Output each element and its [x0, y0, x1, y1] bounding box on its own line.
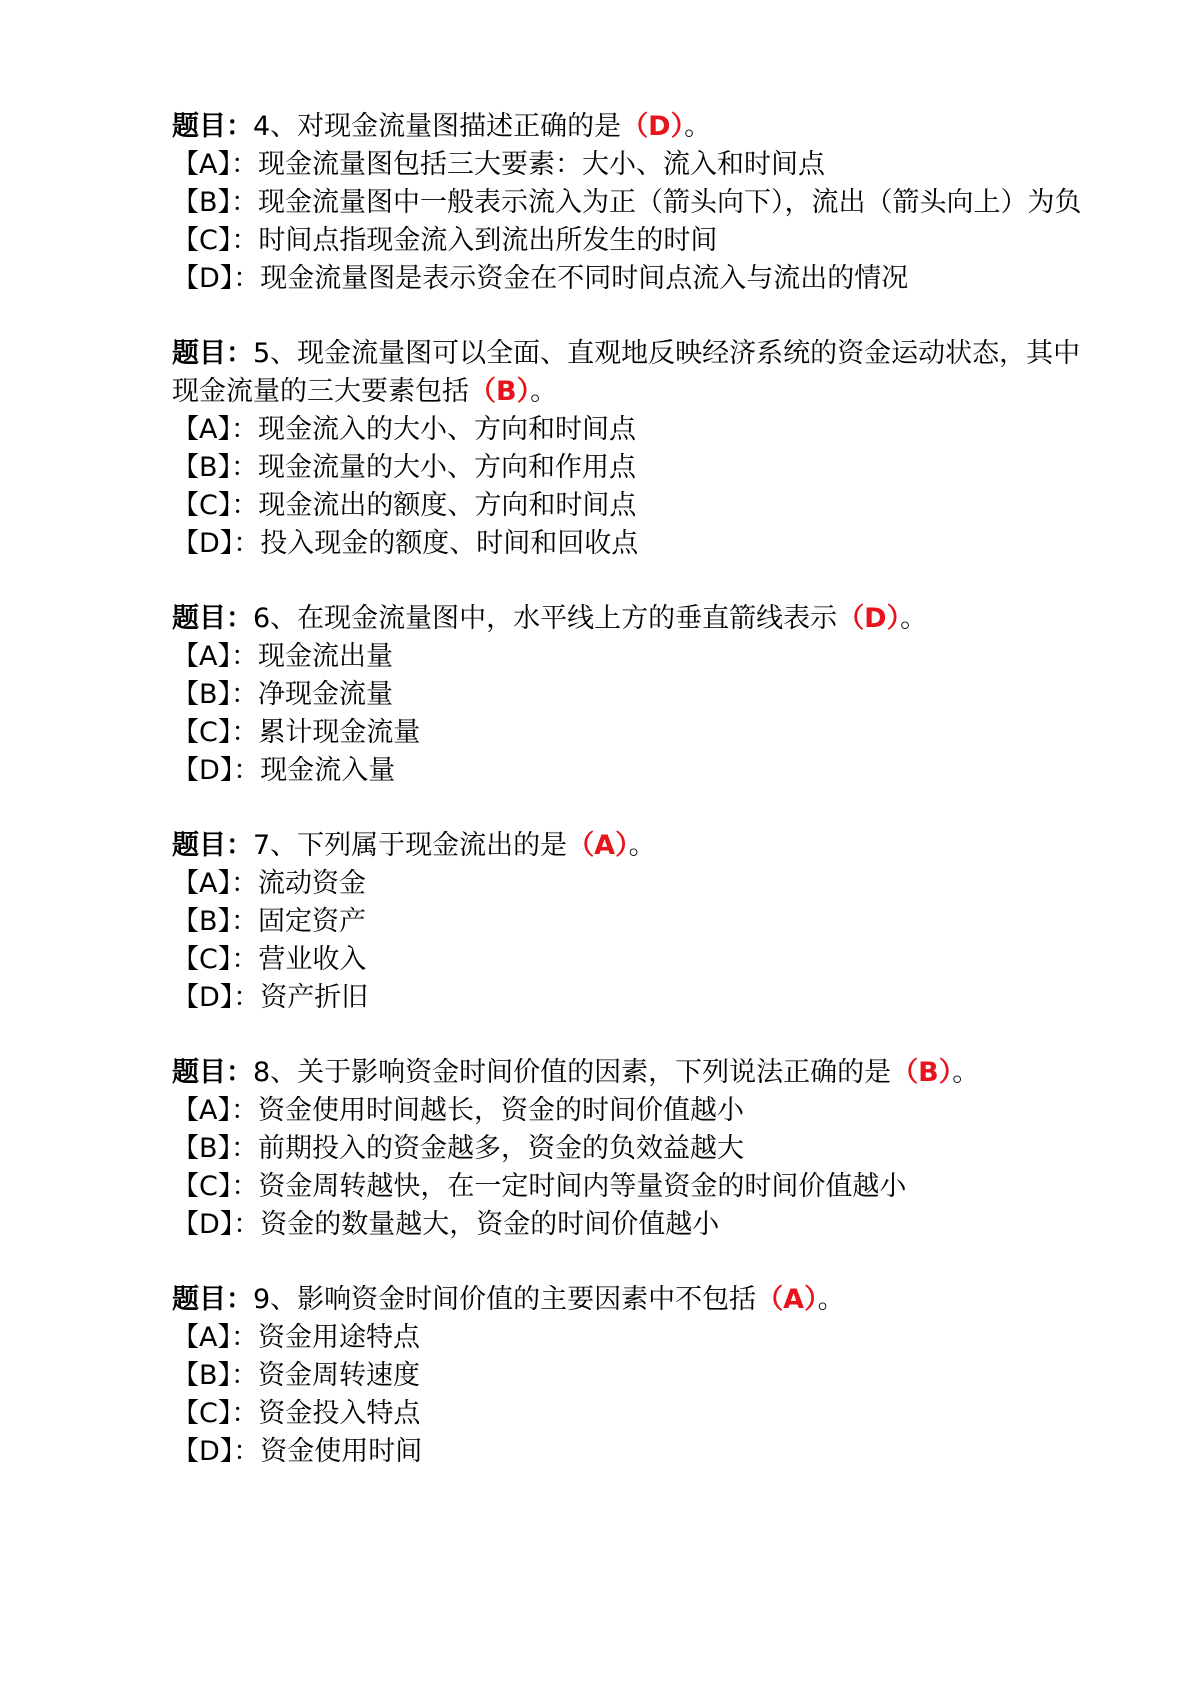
option-a: 【A】：现金流出量	[172, 641, 393, 672]
option-b: 【B】：前期投入的资金越多，资金的负效益越大	[172, 1133, 745, 1164]
option-b: 【B】：资金周转速度	[172, 1360, 421, 1391]
question-end: 。	[530, 376, 558, 407]
question-5	[172, 335, 1092, 563]
option-a: 【A】：现金流量图包括三大要素：大小、流入和时间点	[172, 149, 825, 180]
question-6	[172, 600, 1092, 790]
question-4	[172, 108, 1092, 298]
question-text: 8、关于影响资金时间价值的因素，下列说法正确的是	[253, 1057, 892, 1088]
option-a: 【A】：流动资金	[172, 868, 366, 899]
question-text: 7、下列属于现金流出的是	[253, 830, 568, 861]
answer-key: （B）	[891, 1057, 953, 1088]
question-text: 9、影响资金时间价值的主要因素中不包括	[253, 1284, 757, 1315]
question-text: 4、对现金流量图描述正确的是	[253, 111, 622, 142]
option-a: 【A】：资金用途特点	[172, 1322, 420, 1353]
answer-key: （A）	[756, 1284, 818, 1315]
question-end: 。	[684, 111, 712, 142]
question-stem	[172, 827, 1092, 865]
question-9	[172, 1281, 1092, 1471]
option-d: 【D】：资金的数量越大，资金的时间价值越小	[172, 1209, 720, 1240]
document-page	[172, 108, 1092, 1508]
option-a: 【A】：资金使用时间越长，资金的时间价值越小	[172, 1095, 744, 1126]
question-label: 题目：	[172, 1284, 253, 1315]
option-c: 【C】：营业收入	[172, 944, 367, 975]
question-end: 。	[952, 1057, 980, 1088]
answer-key: （D）	[621, 111, 685, 142]
question-end: 。	[628, 830, 656, 861]
option-d: 【D】：投入现金的额度、时间和回收点	[172, 528, 639, 559]
option-b: 【B】：净现金流量	[172, 679, 394, 710]
option-d: 【D】：资产折旧	[172, 982, 369, 1013]
option-d: 【D】：现金流量图是表示资金在不同时间点流入与流出的情况	[172, 263, 909, 294]
option-c: 【C】：资金周转越快，在一定时间内等量资金的时间价值越小	[172, 1171, 907, 1202]
option-c: 【C】：现金流出的额度、方向和时间点	[172, 490, 637, 521]
question-text: 5、现金流量图可以全面、直观地反映经济系统的资金运动状态，其中现金流量的三大要素包括	[172, 338, 1081, 407]
question-stem	[172, 335, 1092, 411]
option-c: 【C】：时间点指现金流入到流出所发生的时间	[172, 225, 718, 256]
question-stem	[172, 1281, 1092, 1319]
option-c: 【C】：资金投入特点	[172, 1398, 421, 1429]
question-end: 。	[900, 603, 928, 634]
option-c: 【C】：累计现金流量	[172, 717, 421, 748]
option-b: 【B】：现金流量图中一般表示流入为正（箭头向下），流出（箭头向上）为负	[172, 187, 1082, 218]
question-label: 题目：	[172, 830, 253, 861]
question-7	[172, 827, 1092, 1017]
option-b: 【B】：现金流量的大小、方向和作用点	[172, 452, 637, 483]
question-label: 题目：	[172, 603, 253, 634]
question-label: 题目：	[172, 111, 253, 142]
question-stem	[172, 1054, 1092, 1092]
question-text: 6、在现金流量图中，水平线上方的垂直箭线表示	[253, 603, 838, 634]
question-8	[172, 1054, 1092, 1244]
option-b: 【B】：固定资产	[172, 906, 367, 937]
answer-key: （B）	[469, 376, 531, 407]
question-end: 。	[817, 1284, 845, 1315]
question-stem	[172, 600, 1092, 638]
option-d: 【D】：资金使用时间	[172, 1436, 423, 1467]
option-a: 【A】：现金流入的大小、方向和时间点	[172, 414, 636, 445]
question-label: 题目：	[172, 338, 253, 369]
question-stem	[172, 108, 1092, 146]
answer-key: （A）	[567, 830, 629, 861]
question-label: 题目：	[172, 1057, 253, 1088]
answer-key: （D）	[837, 603, 901, 634]
option-d: 【D】：现金流入量	[172, 755, 396, 786]
